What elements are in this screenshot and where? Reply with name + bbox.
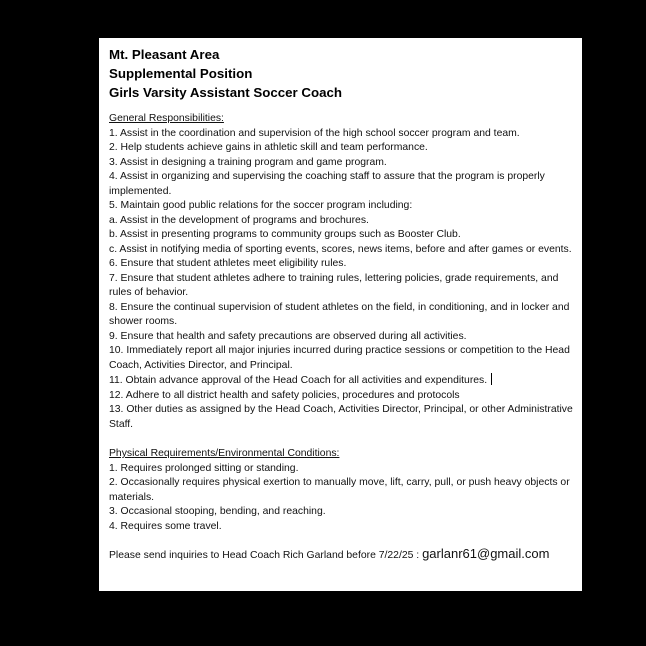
general-responsibilities-heading: General Responsibilities: [109, 113, 224, 124]
list-item: 5. Maintain good public relations for the soccer program including: [109, 200, 413, 211]
physical-requirements-heading: Physical Requirements/Environmental Conditions: [109, 448, 340, 459]
physical-requirements-list [109, 462, 576, 535]
list-item: 12. Adhere to all district health and safety policies, procedures and protocols [109, 389, 460, 401]
list-item: 10. Immediately report all major injuries incurred during practice sessions or competition to the Head Coach, Activities Director, and Principal. [109, 345, 570, 371]
list-item: 4. Assist in organizing and supervising the coaching staff to assure that the program is properly implemented. [109, 171, 545, 197]
text-cursor [491, 373, 492, 385]
footer-text: Please send inquiries to Head Coach Rich Garland before 7/22/25 : [109, 550, 420, 561]
list-item: 2. Occasionally requires physical exertion to manually move, lift, carry, pull, or push heavy objects or materials. [109, 477, 570, 503]
contact-footer [109, 546, 576, 564]
list-item-text: 11. Obtain advance approval of the Head Coach for all activities and expenditures. [109, 375, 488, 386]
list-item: 3. Occasional stooping, bending, and reaching. [109, 506, 326, 517]
list-item: 4. Requires some travel. [109, 520, 222, 532]
title-line-position-name: Girls Varsity Assistant Soccer Coach [109, 85, 343, 100]
list-item: 8. Ensure the continual supervision of student athletes on the field, in conditioning, and in locker and shower rooms. [109, 301, 570, 327]
document-page [99, 38, 582, 591]
list-item: 6. Ensure that student athletes meet eligibility rules. [109, 258, 347, 269]
list-item-with-cursor [109, 373, 576, 389]
list-item: a. Assist in the development of programs and brochures. [109, 214, 369, 226]
title-line-organization: Mt. Pleasant Area [109, 47, 220, 62]
list-item: 1. Requires prolonged sitting or standing. [109, 462, 299, 474]
list-item: 2. Help students achieve gains in athletic skill and team performance. [109, 142, 428, 153]
list-item: 13. Other duties as assigned by the Head Coach, Activities Director, Principal, or other Administrative Staff. [109, 404, 573, 430]
general-responsibilities-list [109, 127, 576, 433]
list-item: 3. Assist in designing a training program and game program. [109, 156, 387, 168]
list-item: 9. Ensure that health and safety precautions are observed during all activities. [109, 330, 467, 342]
contact-email: garlanr61@gmail.com [422, 546, 550, 561]
list-item: c. Assist in notifying media of sporting events, scores, news items, before and after games or events. [109, 243, 572, 255]
document-title [109, 45, 576, 102]
list-item: 1. Assist in the coordination and supervision of the high school soccer program and team. [109, 127, 520, 139]
list-item: b. Assist in presenting programs to community groups such as Booster Club. [109, 229, 461, 240]
list-item: 7. Ensure that student athletes adhere to training rules, lettering policies, grade requirements, and rules of behavior. [109, 272, 559, 298]
title-line-position-type: Supplemental Position [109, 66, 253, 81]
